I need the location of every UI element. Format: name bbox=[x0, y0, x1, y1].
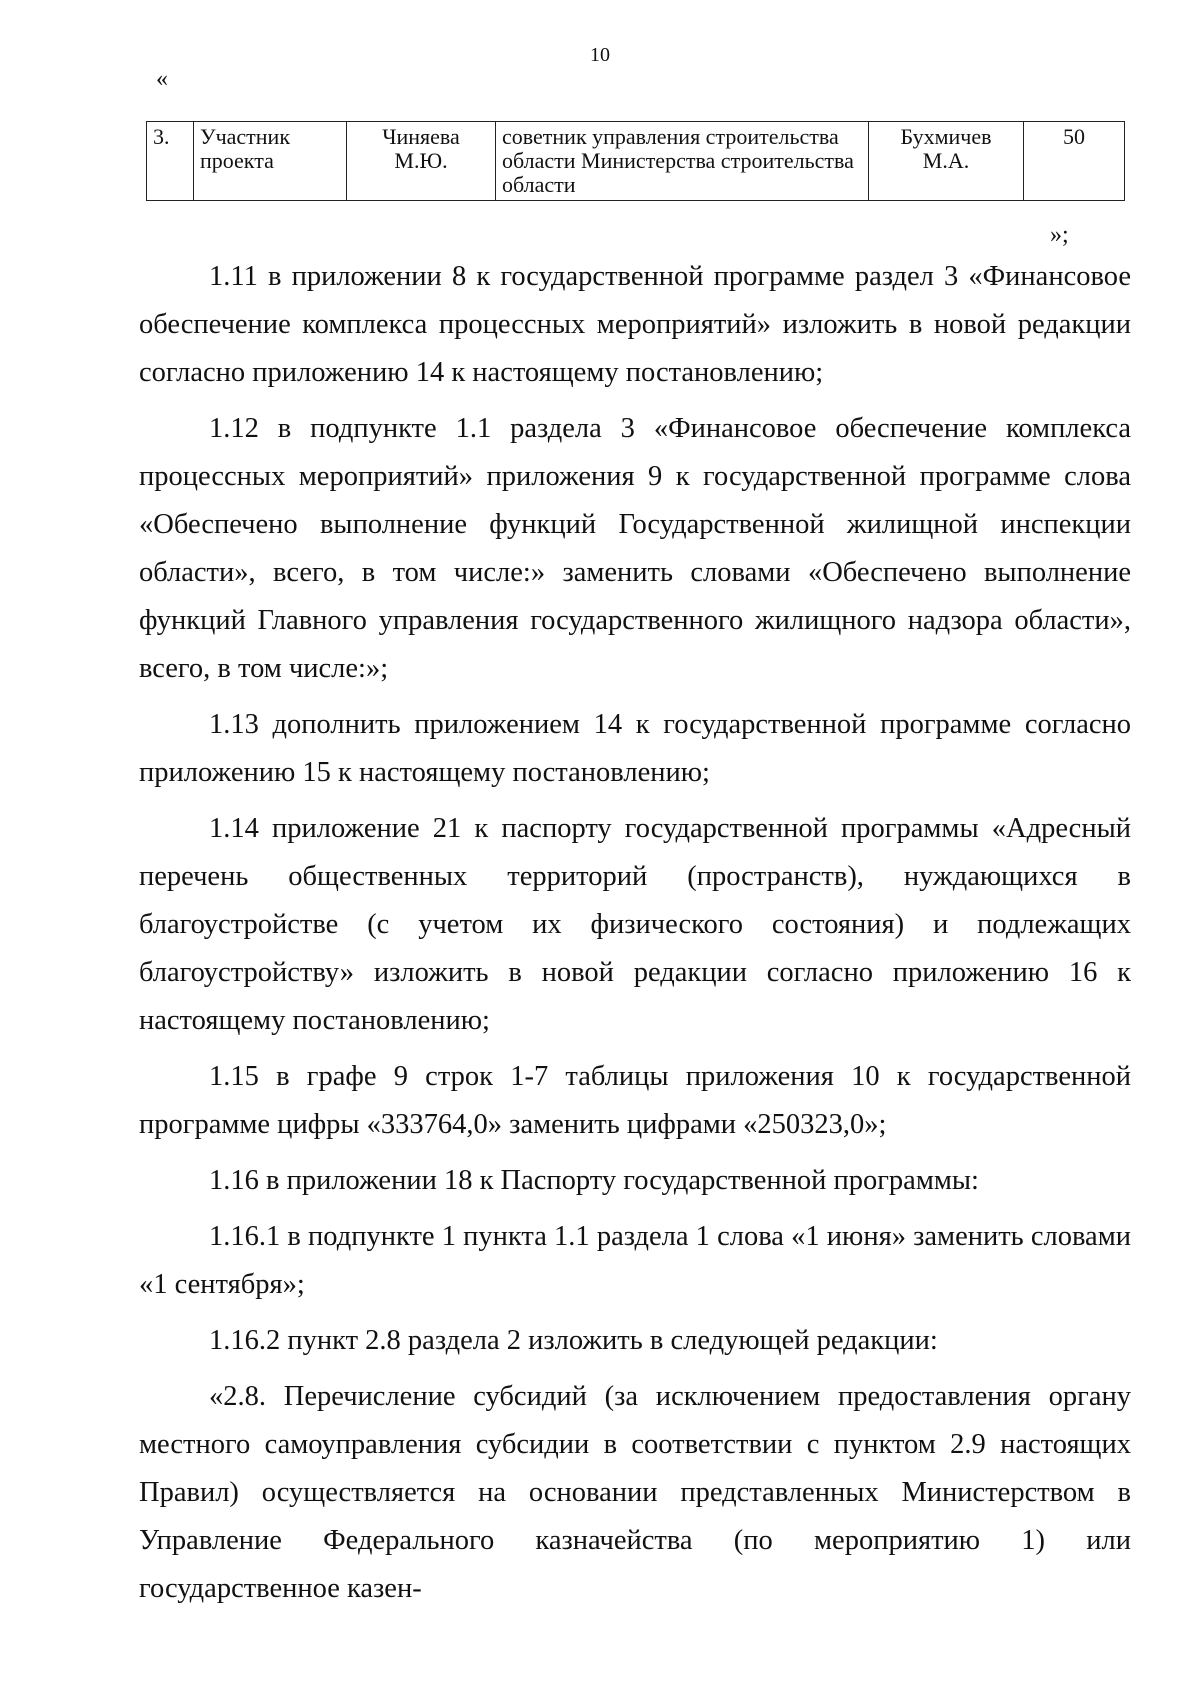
appendix-table bbox=[146, 121, 1125, 201]
paragraph-1-16: 1.16 в приложении 18 к Паспорту государственной программы: bbox=[209, 1165, 979, 1196]
closing-quote: »; bbox=[1050, 222, 1069, 248]
row-number-cell: 3. bbox=[147, 122, 194, 201]
paragraph-1-13: 1.13 дополнить приложением 14 к государственной программе согласно приложению 15 к настоящему постановлению; bbox=[139, 709, 1131, 788]
paragraph-2-8: «2.8. Перечисление субсидий (за исключением предоставления органу местного самоуправления субсидии в соответствии с пунктом 2.9 настоящих Правил) осуществляется на основании представленных Министерством в Управление Федерального казначейства (по мероприятию 1) или государственное казен- bbox=[139, 1381, 1131, 1604]
page-number: 10 bbox=[590, 44, 610, 66]
paragraph-1-14: 1.14 приложение 21 к паспорту государственной программы «Адресный перечень общественных территорий (пространств), нуждающихся в благоустройстве (с учетом их физического состояния) и подлежащих благоустройству» изложить в новой редакции согласно приложению 16 к настоящему постановлению; bbox=[139, 813, 1131, 1036]
name-cell: Чиняева М.Ю. bbox=[347, 122, 496, 201]
table-row bbox=[147, 122, 1125, 201]
position-cell: советник управления строительства области Министерства строительства области bbox=[496, 122, 869, 201]
supervisor-cell: Бухмичев М.А. bbox=[869, 122, 1024, 201]
paragraph-1-15: 1.15 в графе 9 строк 1-7 таблицы приложения 10 к государственной программе цифры «333764,0» заменить цифрами «250323,0»; bbox=[139, 1061, 1131, 1140]
paragraph-1-11: 1.11 в приложении 8 к государственной программе раздел 3 «Финансовое обеспечение комплекса процессных мероприятий» изложить в новой редакции согласно приложению 14 к настоящему постановлению; bbox=[139, 261, 1131, 388]
role-cell: Участник проекта bbox=[194, 122, 347, 201]
paragraph-1-16-1: 1.16.1 в подпункте 1 пункта 1.1 раздела 1 слова «1 июня» заменить словами «1 сентября»; bbox=[139, 1221, 1131, 1300]
paragraph-1-16-2: 1.16.2 пункт 2.8 раздела 2 изложить в следующей редакции: bbox=[209, 1325, 938, 1356]
paragraph-1-12: 1.12 в подпункте 1.1 раздела 3 «Финансовое обеспечение комплекса процессных мероприятий» приложения 9 к государственной программе слова «Обеспечено выполнение функций Государственной жилищной инспекции области», всего, в том числе:» заменить словами «Обеспечено выполнение функций Главного управления государственного жилищного надзора области», всего, в том числе:»; bbox=[139, 413, 1131, 684]
opening-quote: « bbox=[156, 66, 168, 92]
percent-cell: 50 bbox=[1024, 122, 1125, 201]
document-body bbox=[139, 253, 1131, 1621]
